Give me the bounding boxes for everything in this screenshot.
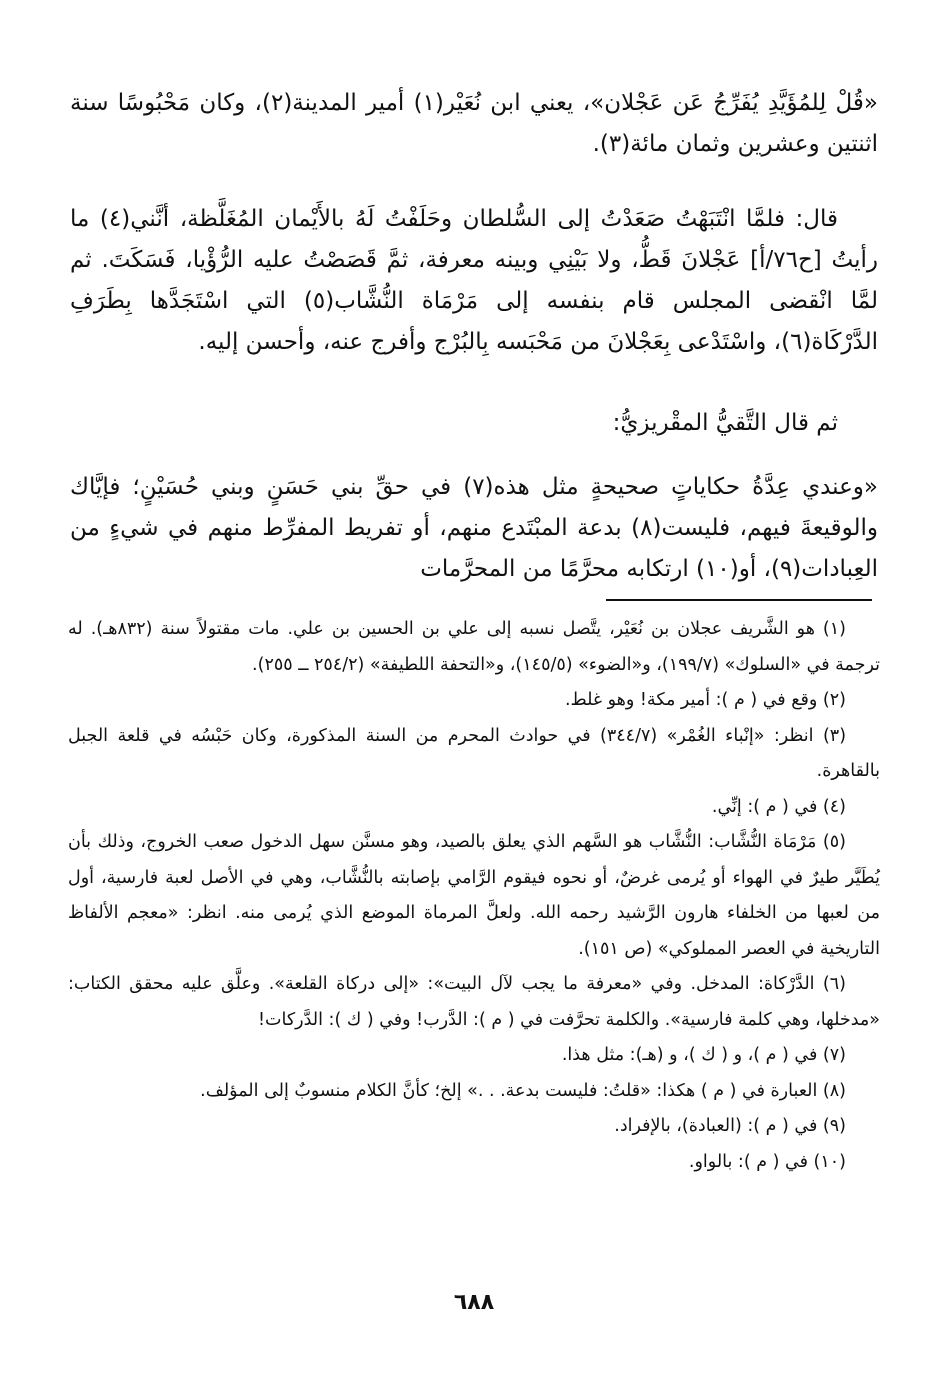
footnote-8: (٨) العبارة في ( م ) هكذا: «قلتُ: فليست بدعة. . .» إلخ؛ كأنَّ الكلام منسوبٌ إلى المؤلف. — [200, 1080, 846, 1101]
body-paragraph-2: قال: فلمَّا انْتَبَهْتُ صَعَدْتُ إلى السُّلطان وحَلَفْتُ لَهُ بالأَيْمان المُغَلَّظة، أنَّني(٤) ما رأيتُ [ح٧٦/أ] عَجْلانَ قَطُّ، ولا بَيْنِي وبينه معرفة، ثمَّ قَصَصْتُ عليه الرُّؤْيا، فَسَكَتَ. ثم لمَّا انْقضى المجلس قام بنفسه إلى مَرْمَاة النُّشَّاب(٥) التي اسْتَجَدَّها بِطَرَفِ الدَّرْكَاة(٦)، واسْتَدْعى بِعَجْلانَ من مَحْبَسه بِالبُرْج وأفرج عنه، وأحسن إليه. — [70, 206, 879, 355]
footnotes-section — [68, 612, 880, 1180]
footnote-3: (٣) انظر: «إنْباء الغُمْر» (٣٤٤/٧) في حوادث المحرم من السنة المذكورة، وكان حَبْسُه في قلعة الجبل بالقاهرة. — [68, 725, 880, 781]
footnote-4: (٤) في ( م ): إنِّي. — [711, 796, 846, 817]
body-paragraph-3: ثم قال التَّقيُّ المقْريزيُّ: — [612, 410, 838, 436]
footnote-separator — [606, 599, 872, 601]
footnote-1: (١) هو الشَّريف عجلان بن نُعَيْر، يتَّصل نسبه إلى علي بن الحسين بن علي. مات مقتولاً سنة (٨٣٢هـ). له ترجمة في «السلوك» (١٩٩/٧)، و«الضوء» (١٤٥/٥)، و«التحفة اللطيفة» (٢٥٤/٢ ــ ٢٥٥). — [68, 619, 880, 675]
footnote-5: (٥) مَرْمَاة النُّشَّاب: النُّشَّاب هو السَّهم الذي يعلق بالصيد، وهو مسنَّن سهل الدخول صعب الخروج، وذلك بأن يُطَيَّر طيرٌ في الهواء أو يُرمى غرضٌ، أو نحوه فيقوم الرَّامي بإصابته بالنُّشَّاب، وهي في الأصل لعبة فارسية، أول من لعبها من الخلفاء هارون الرَّشيد رحمه الله. ولعلَّ المرماة الموضع الذي يُرمى منه. انظر: «معجم الألفاظ التاريخية في العصر المملوكي» (ص ١٥١). — [68, 832, 880, 959]
footnote-7: (٧) في ( م )، و ( ك )، و (هـ): مثل هذا. — [561, 1045, 846, 1065]
page-number: ٦٨٨ — [453, 1290, 495, 1315]
body-paragraph-4: «وعندي عِدَّةُ حكاياتٍ صحيحةٍ مثل هذه(٧) في حقِّ بني حَسَنٍ وبني حُسَيْنٍ؛ فإيَّاك والوقيعةَ فيهم، فليست(٨) بدعة المبْتَدع منهم، أو تفريط المفرِّط منهم في شيءٍ من العِبادات(٩)، أو(١٠) ارتكابه محرَّمًا من المحرَّمات — [70, 474, 879, 582]
footnote-10: (١٠) في ( م ): بالواو. — [688, 1151, 846, 1172]
footnote-6: (٦) الدَّرْكاة: المدخل. وفي «معرفة ما يجب لآل البيت»: «إلى دركاة القلعة». وعلَّق عليه محقق الكتاب: «مدخلها، وهي كلمة فارسية». والكلمة تحرَّفت في ( م ): الدَّرب! وفي ( ك ): الدَّركات! — [68, 974, 880, 1030]
footnote-2: (٢) وقع في ( م ): أمير مكة! وهو غلط. — [564, 690, 846, 710]
footnote-9: (٩) في ( م ): (العبادة)، بالإفراد. — [614, 1116, 846, 1136]
body-paragraph-1: «قُلْ لِلمُؤَيَّدِ يُفَرِّجُ عَن عَجْلان»، يعني ابن نُعَيْر(١) أمير المدينة(٢)، وكان مَحْبُوسًا سنة اثنتين وعشرين وثمان مائة(٣). — [70, 90, 878, 157]
